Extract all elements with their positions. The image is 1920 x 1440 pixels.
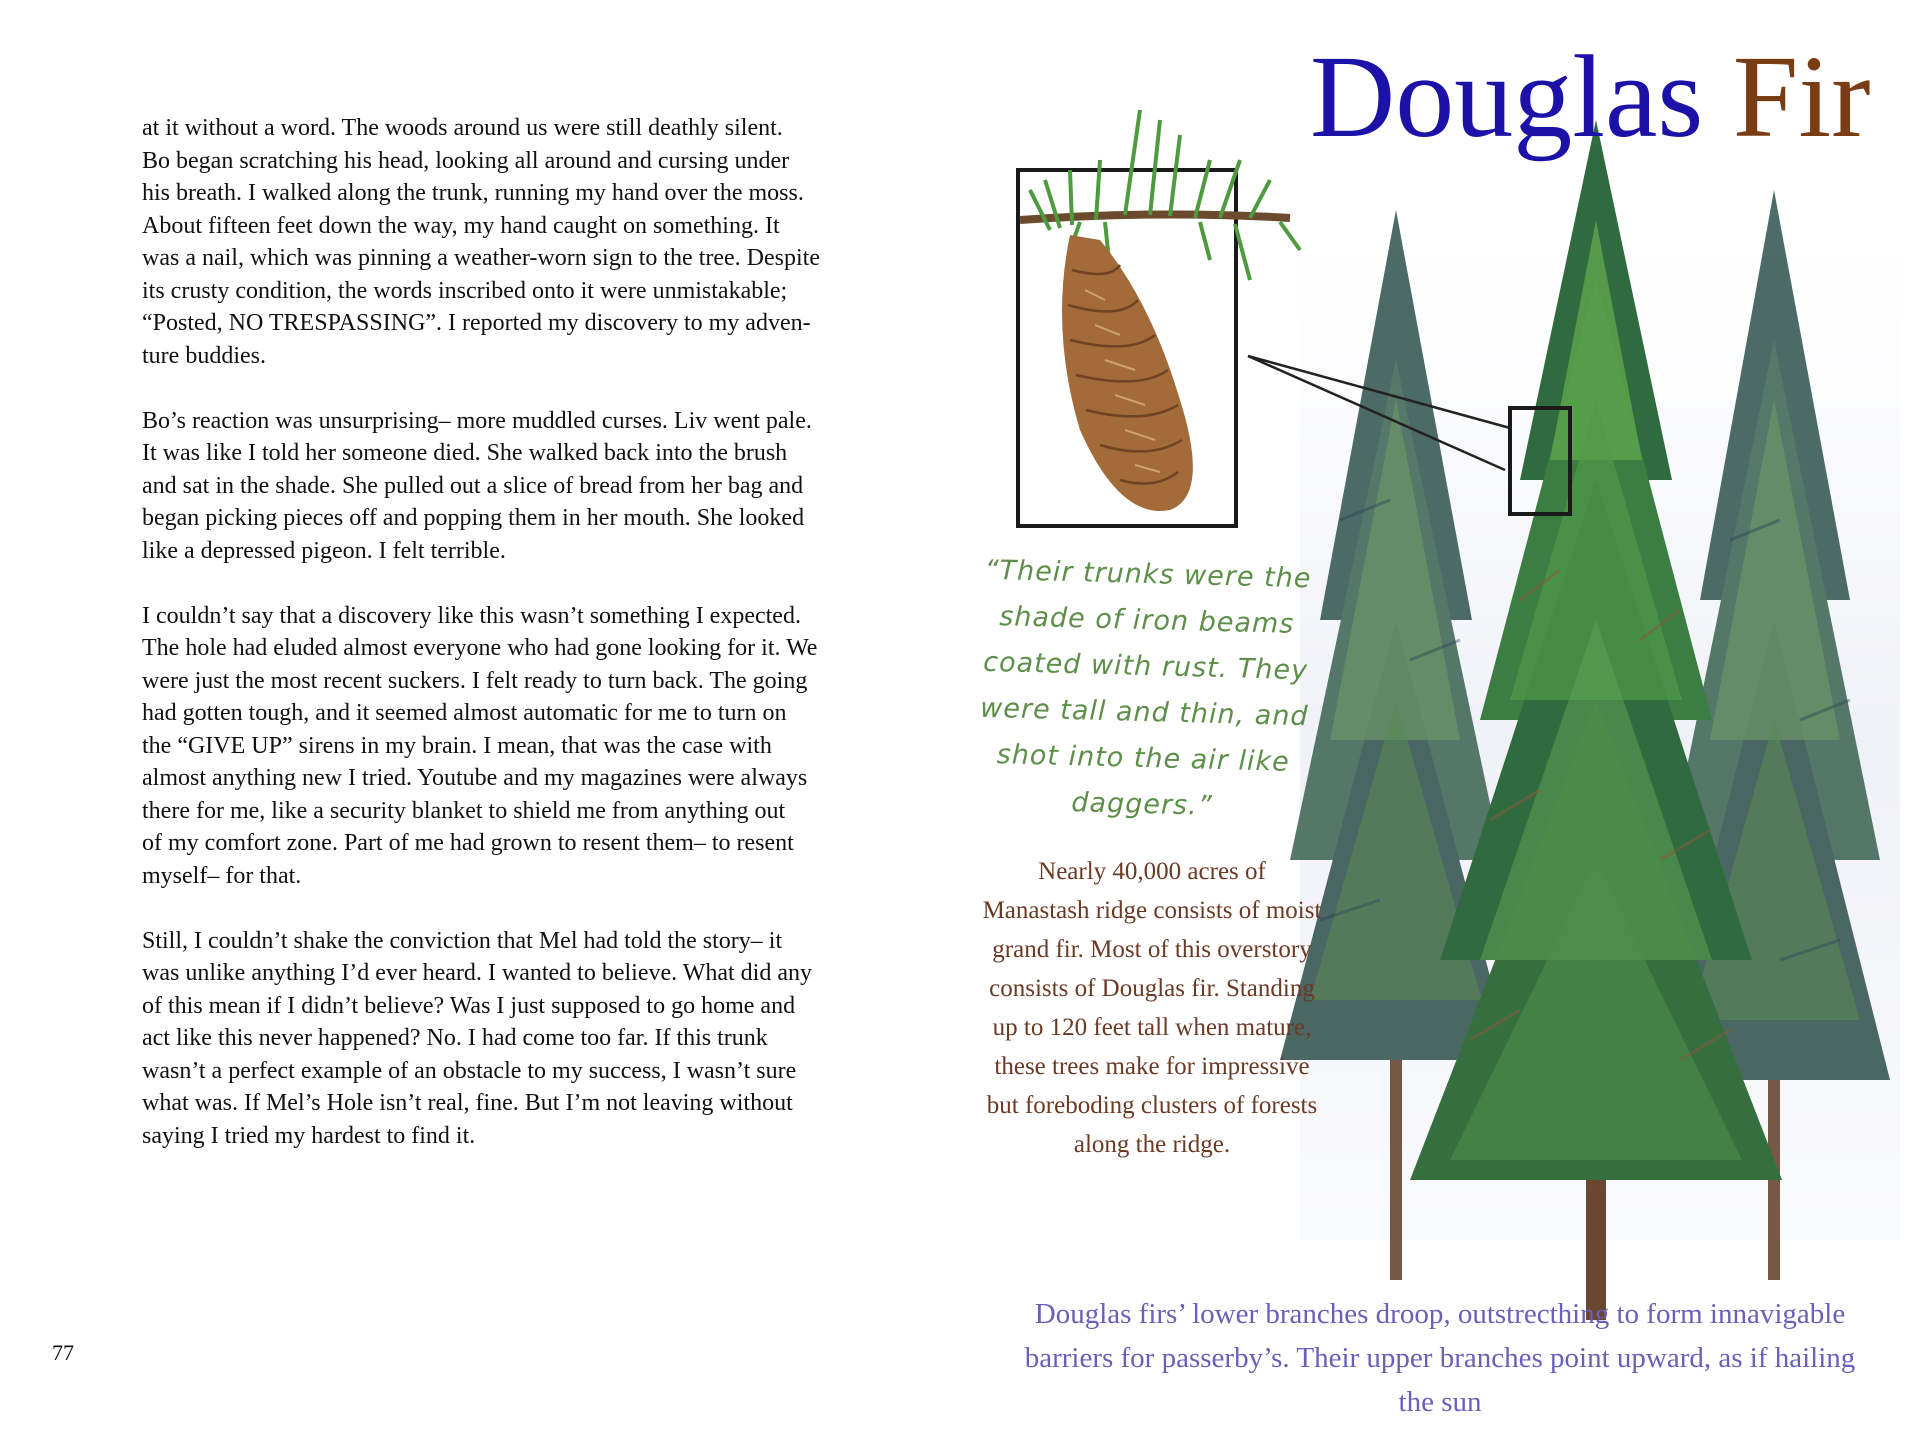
- fact-text: Nearly 40,000 acres of Manastash ridge consists of moist grand fir. Most of this overstory consists of Douglas fir. Standing up to 120 feet tall when mature, these trees make for impressive but foreboding clusters of forests along the ridge.: [982, 858, 1322, 1158]
- caption-text: Douglas firs’ lower branches droop, outstrecthing to form innavigable barriers for passerby’s. Their upper branches point upward, as if hailing the sun: [1024, 1298, 1856, 1418]
- paragraph: Bo’s reaction was unsurprising– more muddled curses. Liv went pale. It was like I told her someone died. She walked back into the brush and sat in the shade. She pulled out a slice of bread from her bag and began picking pieces off and popping them in her mouth. She looked like a depressed pigeon. I felt terrible.: [142, 407, 812, 564]
- handwritten-quote: “Their trunks were the shade of iron beams coated with rust. They were tall and thin, and shot into the air like daggers.”: [979, 554, 1312, 822]
- right-page: [960, 0, 1920, 1440]
- title-word-fir: Fir: [1732, 31, 1871, 162]
- paragraph: I couldn’t say that a discovery like this wasn’t something I expected. The hole had eluded almost everyone who had gone looking for it. We were just the most recent suckers. I felt ready to turn back. The going had gotten tough, and it seemed almost automatic for me to turn on the “GIVE UP” sirens in my brain. I mean, that was the case with almost anything new I tried. Youtube and my magazines were always there for me, like a security blanket to shield me from anything out of my comfort zone. Part of me had grown to resent them– to resent myself– for that.: [142, 602, 818, 889]
- douglas-fir-trees-illustration: [1260, 100, 1920, 1340]
- body-text: [142, 112, 862, 1185]
- paragraph: Still, I couldn’t shake the conviction that Mel had told the story– it was unlike anything I’d ever heard. I wanted to believe. What did any of this mean if I didn’t believe? Was I just supposed to go home and act like this never happened? No. I had come too far. If this trunk wasn’t a perfect example of an obstacle to my success, I wasn’t sure what was. If Mel’s Hole isn’t real, fine. But I’m not leaving without saying I tried my hardest to find it.: [142, 927, 812, 1149]
- page-title: [1310, 31, 1871, 162]
- paragraph: at it without a word. The woods around us were still deathly silent. Bo began scratching his head, looking all around and cursing under his breath. I walked along the trunk, running my hand over the moss. About fifteen feet down the way, my hand caught on something. It was a nail, which was pinning a weather-worn sign to the tree. Despite its crusty condition, the words inscribed onto it were unmistakable; “Posted, NO TRESPASSING”. I reported my discovery to my adven- ture buddies.: [142, 115, 820, 369]
- page-number: 77: [52, 1340, 74, 1365]
- title-word-douglas: Douglas: [1310, 31, 1704, 162]
- douglas-fir-cone-illustration: [1010, 100, 1350, 540]
